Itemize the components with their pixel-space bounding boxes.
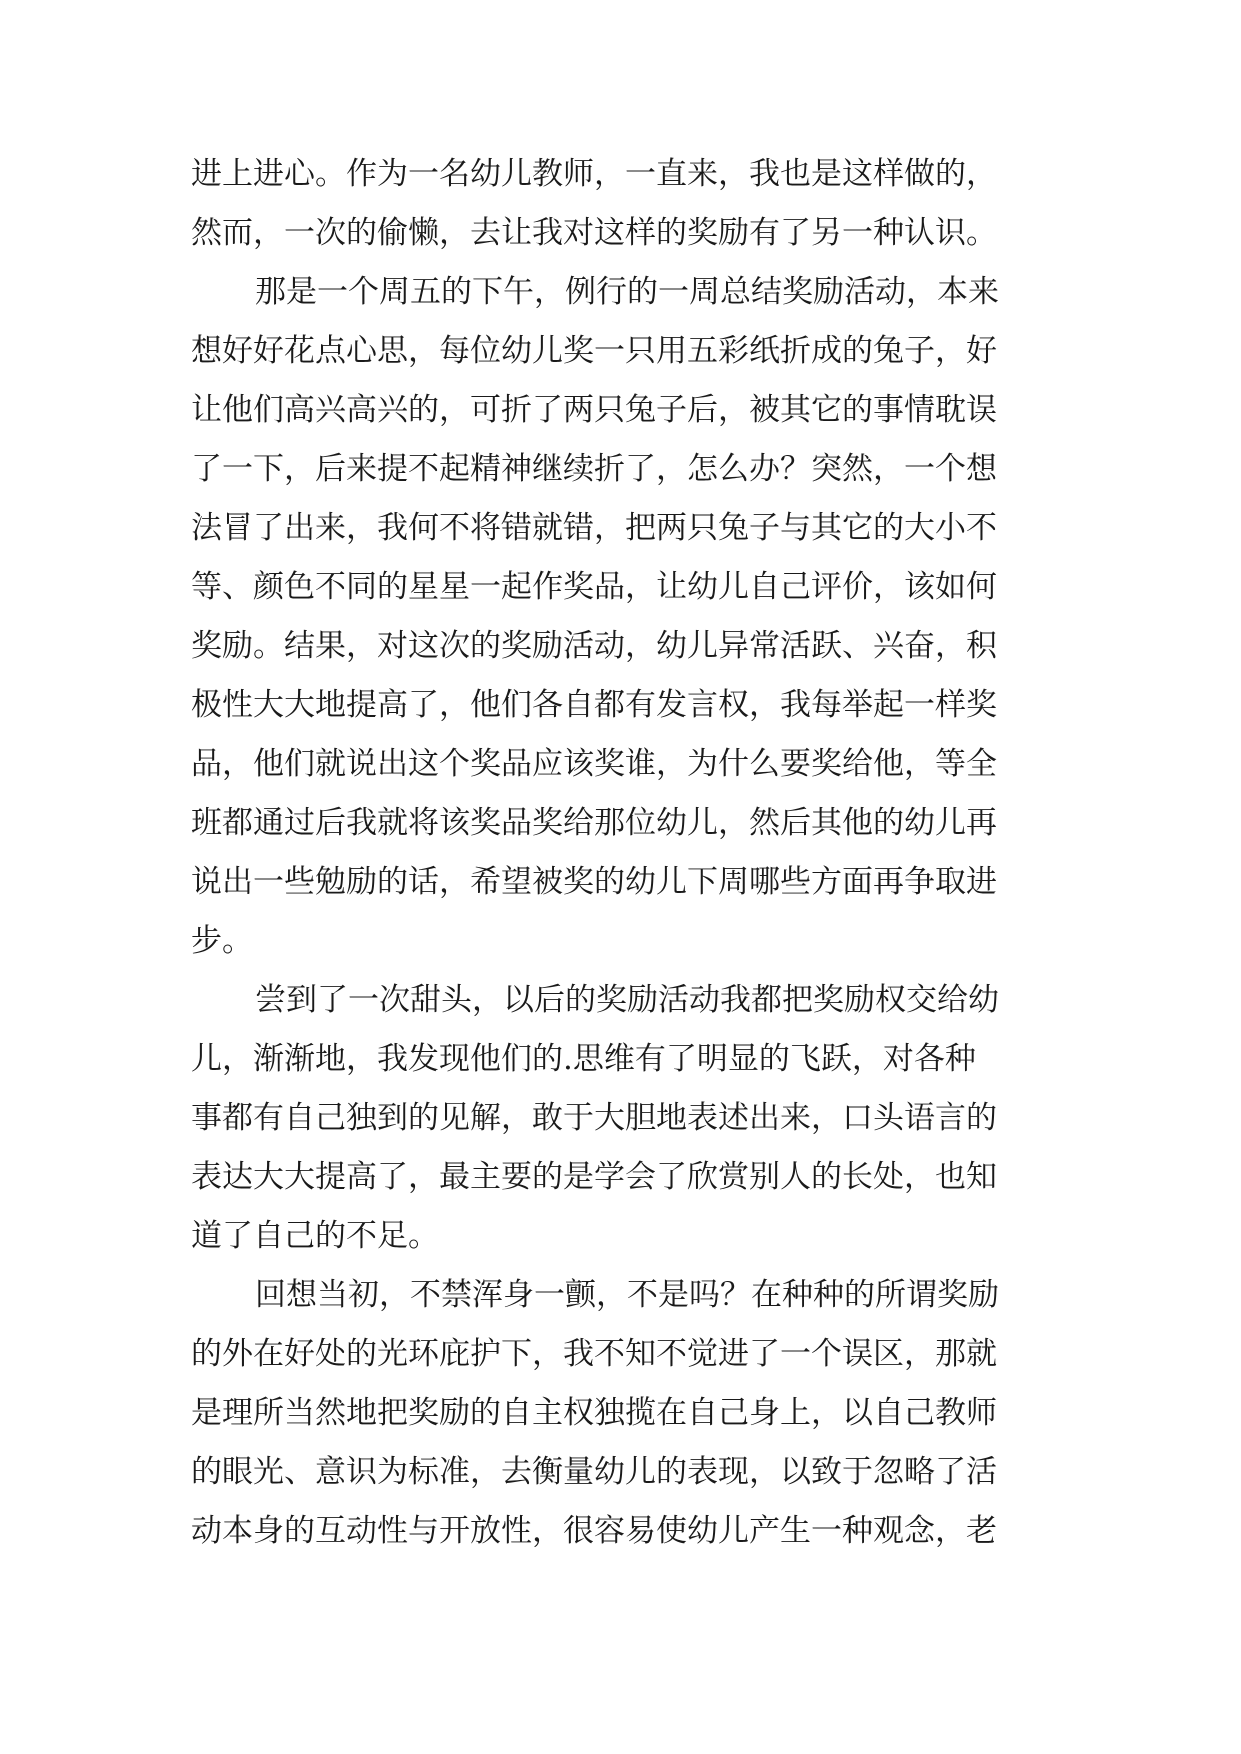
text-line: 道了自己的不足。 — [191, 1218, 439, 1254]
text-line: 法冒了出来，我何不将错就错，把两只兔子与其它的大小不 — [191, 510, 997, 546]
text-line: 步。 — [191, 923, 253, 959]
text-line: 儿，渐渐地，我发现他们的.思维有了明显的飞跃，对各种 — [191, 1041, 976, 1077]
text-line: 事都有自己独到的见解，敢于大胆地表述出来，口头语言的 — [191, 1100, 997, 1136]
paragraph-first-line: 尝到了一次甜头，以后的奖励活动我都把奖励权交给幼 — [255, 982, 999, 1018]
text-line: 奖励。结果，对这次的奖励活动，幼儿异常活跃、兴奋，积 — [191, 628, 997, 664]
text-line: 的眼光、意识为标准，去衡量幼儿的表现，以致于忽略了活 — [191, 1454, 997, 1490]
paragraph-first-line: 回想当初，不禁浑身一颤，不是吗？在种种的所谓奖励 — [255, 1277, 999, 1313]
text-line: 是理所当然地把奖励的自主权独揽在自己身上，以自己教师 — [191, 1395, 997, 1431]
text-line: 班都通过后我就将该奖品奖给那位幼儿，然后其他的幼儿再 — [191, 805, 997, 841]
text-line: 然而，一次的偷懒，去让我对这样的奖励有了另一种认识。 — [191, 215, 997, 251]
text-line: 等、颜色不同的星星一起作奖品，让幼儿自己评价，该如何 — [191, 569, 997, 605]
text-line: 动本身的互动性与开放性，很容易使幼儿产生一种观念，老 — [191, 1513, 997, 1549]
text-line: 了一下，后来提不起精神继续折了，怎么办？突然，一个想 — [191, 451, 997, 487]
text-line: 说出一些勉励的话，希望被奖的幼儿下周哪些方面再争取进 — [191, 864, 997, 900]
text-line: 表达大大提高了，最主要的是学会了欣赏别人的长处，也知 — [191, 1159, 997, 1195]
text-line: 想好好花点心思，每位幼儿奖一只用五彩纸折成的兔子，好 — [191, 333, 997, 369]
text-line: 进上进心。作为一名幼儿教师，一直来，我也是这样做的， — [191, 156, 997, 192]
text-line: 让他们高兴高兴的，可折了两只兔子后，被其它的事情耽误 — [191, 392, 997, 428]
text-line: 品，他们就说出这个奖品应该奖谁，为什么要奖给他，等全 — [191, 746, 997, 782]
paragraph-first-line: 那是一个周五的下午，例行的一周总结奖励活动，本来 — [255, 274, 999, 310]
text-line: 的外在好处的光环庇护下，我不知不觉进了一个误区，那就 — [191, 1336, 997, 1372]
text-line: 极性大大地提高了，他们各自都有发言权，我每举起一样奖 — [191, 687, 997, 723]
